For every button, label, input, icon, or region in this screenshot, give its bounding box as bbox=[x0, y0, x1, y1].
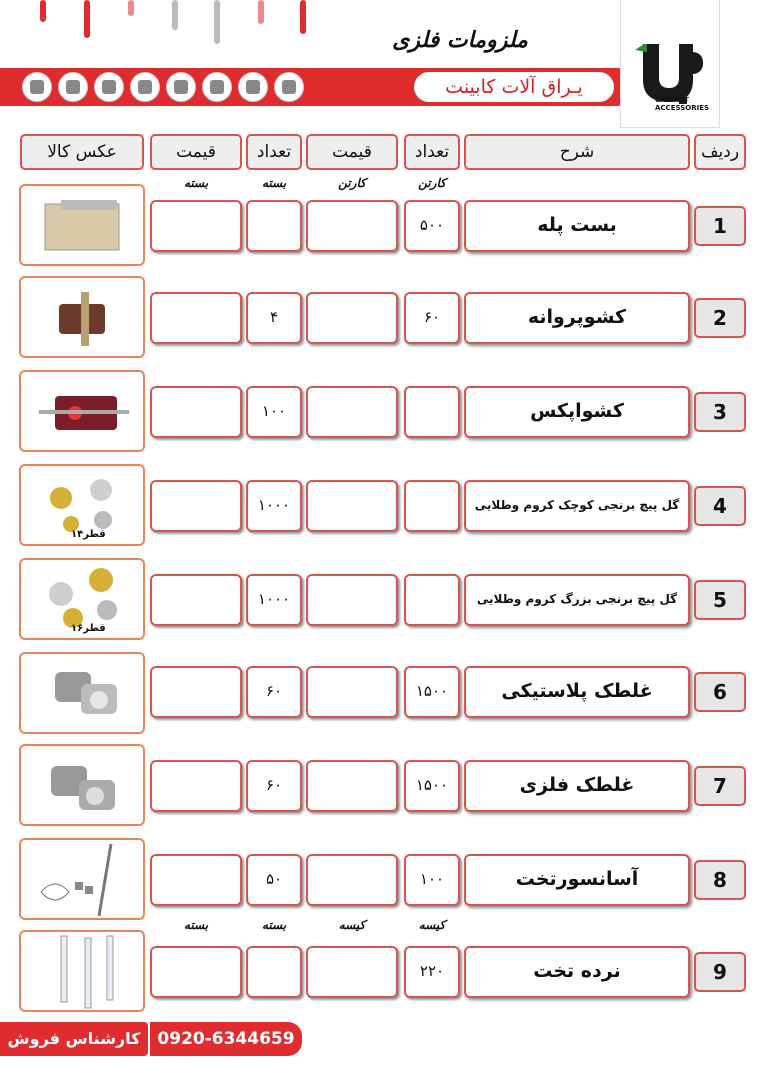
description-cell: بست پله bbox=[464, 200, 690, 252]
plug-icon bbox=[274, 72, 304, 102]
product-photo-icon bbox=[21, 372, 143, 450]
price-pack-cell[interactable] bbox=[150, 666, 242, 718]
qty-pack-cell: ۱۰۰۰ bbox=[246, 574, 302, 626]
qty-pack-cell: ۵۰ bbox=[246, 854, 302, 906]
row-number: 7 bbox=[694, 766, 746, 806]
row-number: 6 bbox=[694, 672, 746, 712]
qty-carton-cell bbox=[404, 480, 460, 532]
screw-icon bbox=[130, 72, 160, 102]
qty-carton-cell bbox=[404, 574, 460, 626]
qty-pack-cell: ۶۰ bbox=[246, 666, 302, 718]
product-image bbox=[19, 464, 145, 546]
price-pack-cell[interactable] bbox=[150, 854, 242, 906]
product-photo-icon bbox=[21, 654, 143, 732]
description-cell: کشوپروانه bbox=[464, 292, 690, 344]
description-cell: غلطک فلزی bbox=[464, 760, 690, 812]
description-cell: غلطک پلاستیکی bbox=[464, 666, 690, 718]
product-image bbox=[19, 184, 145, 266]
qty-pack-cell: ۱۰۰ bbox=[246, 386, 302, 438]
page-title: ملزومات فلزی bbox=[392, 28, 528, 53]
product-image bbox=[19, 744, 145, 826]
logo-mark-icon bbox=[633, 44, 713, 104]
subheader-price-bag: کیسه bbox=[338, 918, 366, 932]
description-cell: گل پیچ برنجی بزرگ کروم وطلایی bbox=[464, 574, 690, 626]
price-pack-cell[interactable] bbox=[150, 292, 242, 344]
price-pack-cell[interactable] bbox=[150, 760, 242, 812]
subheader-qty-pack: بسته bbox=[261, 176, 287, 190]
qty-pack-cell: ۱۰۰۰ bbox=[246, 480, 302, 532]
product-image bbox=[19, 558, 145, 640]
price-pack-cell[interactable] bbox=[150, 200, 242, 252]
col-header-qty-carton: تعداد bbox=[404, 134, 460, 170]
row-number: 1 bbox=[694, 206, 746, 246]
price-carton-cell[interactable] bbox=[306, 386, 398, 438]
price-carton-cell[interactable] bbox=[306, 666, 398, 718]
col-header-qty-pack: تعداد bbox=[246, 134, 302, 170]
row-number: 2 bbox=[694, 298, 746, 338]
qty-carton-cell: ۱۵۰۰ bbox=[404, 666, 460, 718]
product-image bbox=[19, 838, 145, 920]
subheader-qty-bag: کیسه bbox=[418, 918, 446, 932]
product-image bbox=[19, 930, 145, 1012]
qty-pack-cell: ۶۰ bbox=[246, 760, 302, 812]
row-number: 9 bbox=[694, 952, 746, 992]
price-pack-cell[interactable] bbox=[150, 574, 242, 626]
product-photo-icon bbox=[21, 278, 143, 356]
sales-label: کارشناس فروش bbox=[0, 1022, 148, 1056]
product-image bbox=[19, 370, 145, 452]
col-header-row: ردیف bbox=[694, 134, 746, 170]
price-pack-cell[interactable] bbox=[150, 386, 242, 438]
qty-carton-cell: ۲۲۰ bbox=[404, 946, 460, 998]
product-photo-icon bbox=[21, 746, 143, 824]
subheader-price-pack: بسته bbox=[183, 176, 209, 190]
price-carton-cell[interactable] bbox=[306, 480, 398, 532]
subheader-price-pack-2: بسته bbox=[183, 918, 209, 932]
bracket-icon bbox=[58, 72, 88, 102]
subheader-qty-carton: کارتن bbox=[418, 176, 446, 190]
col-header-description: شرح bbox=[464, 134, 690, 170]
qty-pack-cell bbox=[246, 200, 302, 252]
knob-icon bbox=[166, 72, 196, 102]
qty-carton-cell: ۵۰۰ bbox=[404, 200, 460, 252]
header-banner bbox=[0, 68, 622, 106]
brand-logo bbox=[620, 0, 720, 128]
description-cell: گل پیچ برنجی کوچک کروم وطلایی bbox=[464, 480, 690, 532]
price-carton-cell[interactable] bbox=[306, 200, 398, 252]
qty-carton-cell: ۶۰ bbox=[404, 292, 460, 344]
banner-product-icons bbox=[22, 72, 304, 102]
price-carton-cell[interactable] bbox=[306, 292, 398, 344]
price-carton-cell[interactable] bbox=[306, 946, 398, 998]
image-caption: قطر۱۶ bbox=[71, 623, 106, 634]
logo-text: CABINET ACCESSORIES bbox=[655, 96, 710, 112]
row-number: 8 bbox=[694, 860, 746, 900]
description-cell: کشواپکس bbox=[464, 386, 690, 438]
sales-phone: 0920-6344659 bbox=[150, 1022, 302, 1056]
handle-icon bbox=[94, 72, 124, 102]
qty-carton-cell bbox=[404, 386, 460, 438]
product-photo-icon bbox=[21, 932, 143, 1010]
col-header-price-carton: قیمت bbox=[306, 134, 398, 170]
col-header-image: عکس کالا bbox=[20, 134, 144, 170]
price-pack-cell[interactable] bbox=[150, 480, 242, 532]
price-pack-cell[interactable] bbox=[150, 946, 242, 998]
description-cell: آسانسورتخت bbox=[464, 854, 690, 906]
product-photo-icon bbox=[21, 186, 143, 264]
spoon-icon bbox=[238, 72, 268, 102]
subheader-price-carton: کارتن bbox=[338, 176, 366, 190]
price-carton-cell[interactable] bbox=[306, 760, 398, 812]
price-carton-cell[interactable] bbox=[306, 854, 398, 906]
subheader-qty-pack-2: بسته bbox=[261, 918, 287, 932]
price-carton-cell[interactable] bbox=[306, 574, 398, 626]
col-header-price-pack: قیمت bbox=[150, 134, 242, 170]
description-cell: نرده تخت bbox=[464, 946, 690, 998]
image-caption: قطر۱۴ bbox=[71, 529, 106, 540]
qty-carton-cell: ۱۵۰۰ bbox=[404, 760, 460, 812]
row-number: 3 bbox=[694, 392, 746, 432]
qty-carton-cell: ۱۰۰ bbox=[404, 854, 460, 906]
rail-icon bbox=[202, 72, 232, 102]
qty-pack-cell: ۴ bbox=[246, 292, 302, 344]
row-number: 4 bbox=[694, 486, 746, 526]
banner-text: یـراق آلات کابینت bbox=[414, 72, 614, 102]
product-photo-icon bbox=[21, 840, 143, 918]
product-image bbox=[19, 276, 145, 358]
qty-pack-cell bbox=[246, 946, 302, 998]
row-number: 5 bbox=[694, 580, 746, 620]
product-image bbox=[19, 652, 145, 734]
hinge-icon bbox=[22, 72, 52, 102]
